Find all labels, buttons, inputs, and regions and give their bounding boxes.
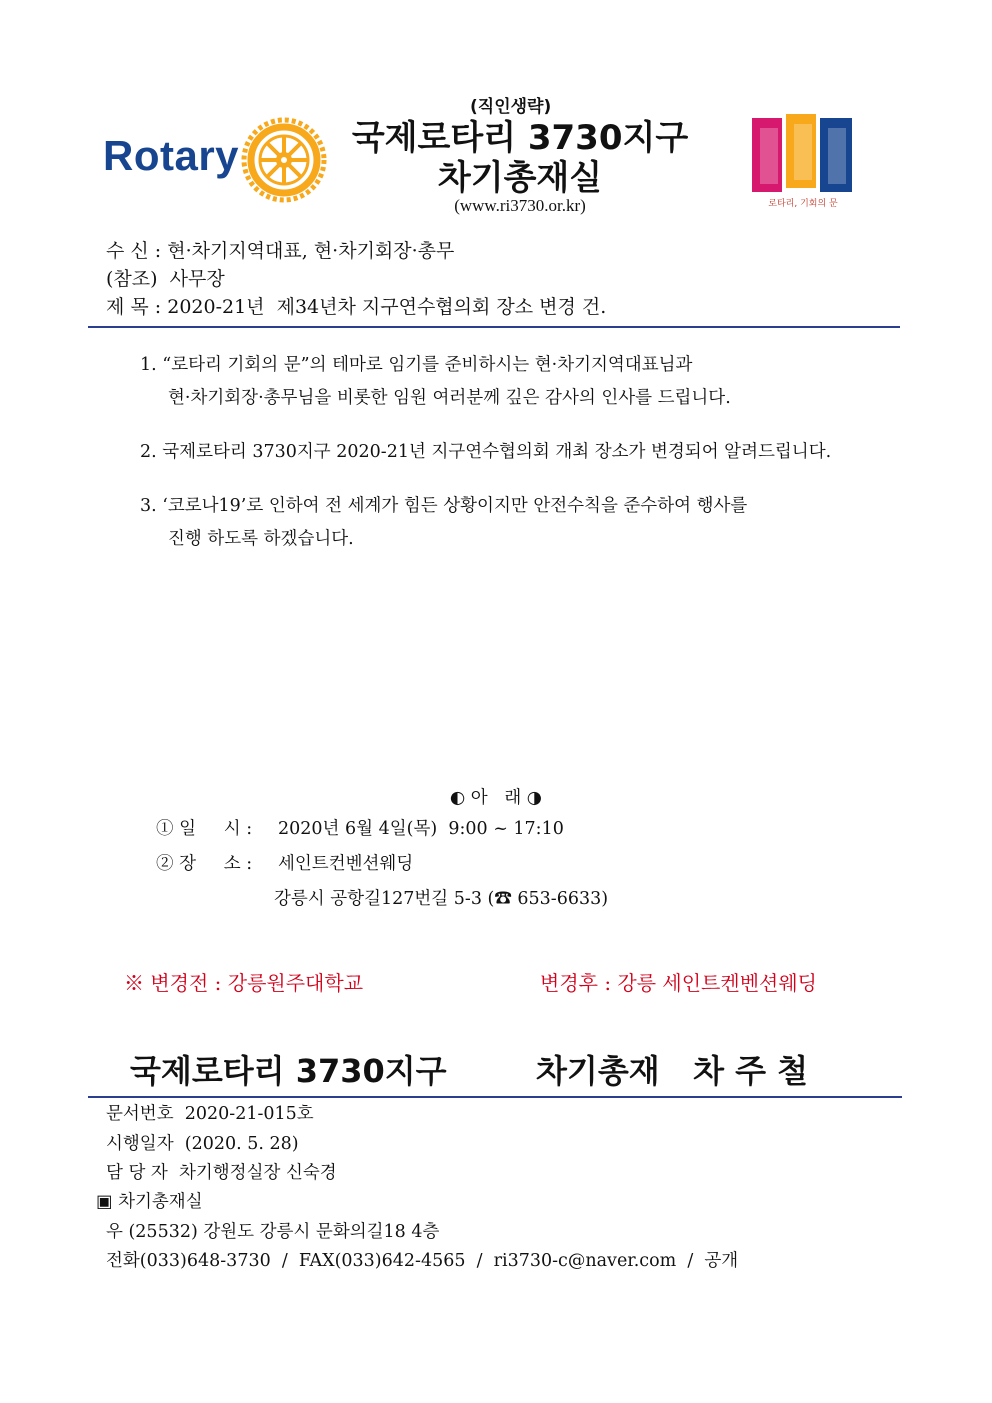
theme-doors-logo-icon [748,112,858,196]
reference-line: (참조) 사무장 [106,268,225,290]
office-title: 차기총재실 [437,158,603,198]
place-label: ② 장 소 : [156,854,253,874]
date-label: ① 일 시 : [156,819,253,839]
place-address: 강릉시 공항길127번길 5-3 (☎ 653-6633) [274,889,609,909]
paragraph-1-line-1: 1. “로타리 기회의 문”의 테마로 임기를 준비하시는 현·차기지역대표님과 [140,355,693,375]
office-name: ▣ 차기총재실 [96,1192,203,1212]
details-heading: ◐ 아 래 ◑ [449,788,543,808]
theme-caption: 로타리, 기회의 문 [768,199,838,209]
paragraph-2-line-1: 2. 국제로타리 3730지구 2020-21년 지구연수협의회 개최 장소가 변경되어 알려드립니다. [140,442,832,462]
office-address: 우 (25532) 강원도 강릉시 문화의길18 4층 [106,1222,440,1242]
recipient-line: 수 신 : 현·차기지역대표, 현·차기회장·총무 [106,240,455,262]
sender-title: 차기총재 차 주 철 [536,1052,809,1090]
place-value: 세인트컨벤션웨딩 [278,854,414,874]
paragraph-3-line-2: 진행 하도록 하겠습니다. [168,529,354,549]
header-divider [88,326,900,328]
date-value: 2020년 6월 4일(목) 9:00 ~ 17:10 [278,819,564,839]
contact-info: 전화(033)648-3730 / FAX(033)642-4565 / ri3730-c@naver.com / 공개 [106,1251,739,1271]
change-before: ※ 변경전 : 강릉원주대학교 [124,971,364,995]
sender-org: 국제로타리 3730지구 [130,1052,447,1090]
subject-line: 제 목 : 2020-21년 제34년차 지구연수협의회 장소 변경 건. [106,296,607,318]
rotary-wheel-icon [240,116,328,204]
website-url: (www.ri3730.or.kr) [454,196,586,215]
footer-divider [88,1096,902,1098]
issue-date: 시행일자 (2020. 5. 28) [106,1134,299,1154]
seal-omitted-note: (직인생략) [470,97,552,117]
change-after: 변경후 : 강릉 세인트켄벤션웨딩 [540,971,817,995]
doc-number: 문서번호 2020-21-015호 [106,1104,314,1124]
rotary-logo-text: Rotary [103,132,240,179]
manager: 담 당 자 차기행정실장 신숙경 [106,1163,337,1183]
org-title: 국제로타리 3730지구 [351,118,689,158]
paragraph-3-line-1: 3. ‘코로나19’로 인하여 전 세계가 힘든 상황이지만 안전수칙을 준수하여 행사를 [140,496,748,516]
paragraph-1-line-2: 현·차기회장·총무님을 비롯한 임원 여러분께 깊은 감사의 인사를 드립니다. [168,388,731,408]
